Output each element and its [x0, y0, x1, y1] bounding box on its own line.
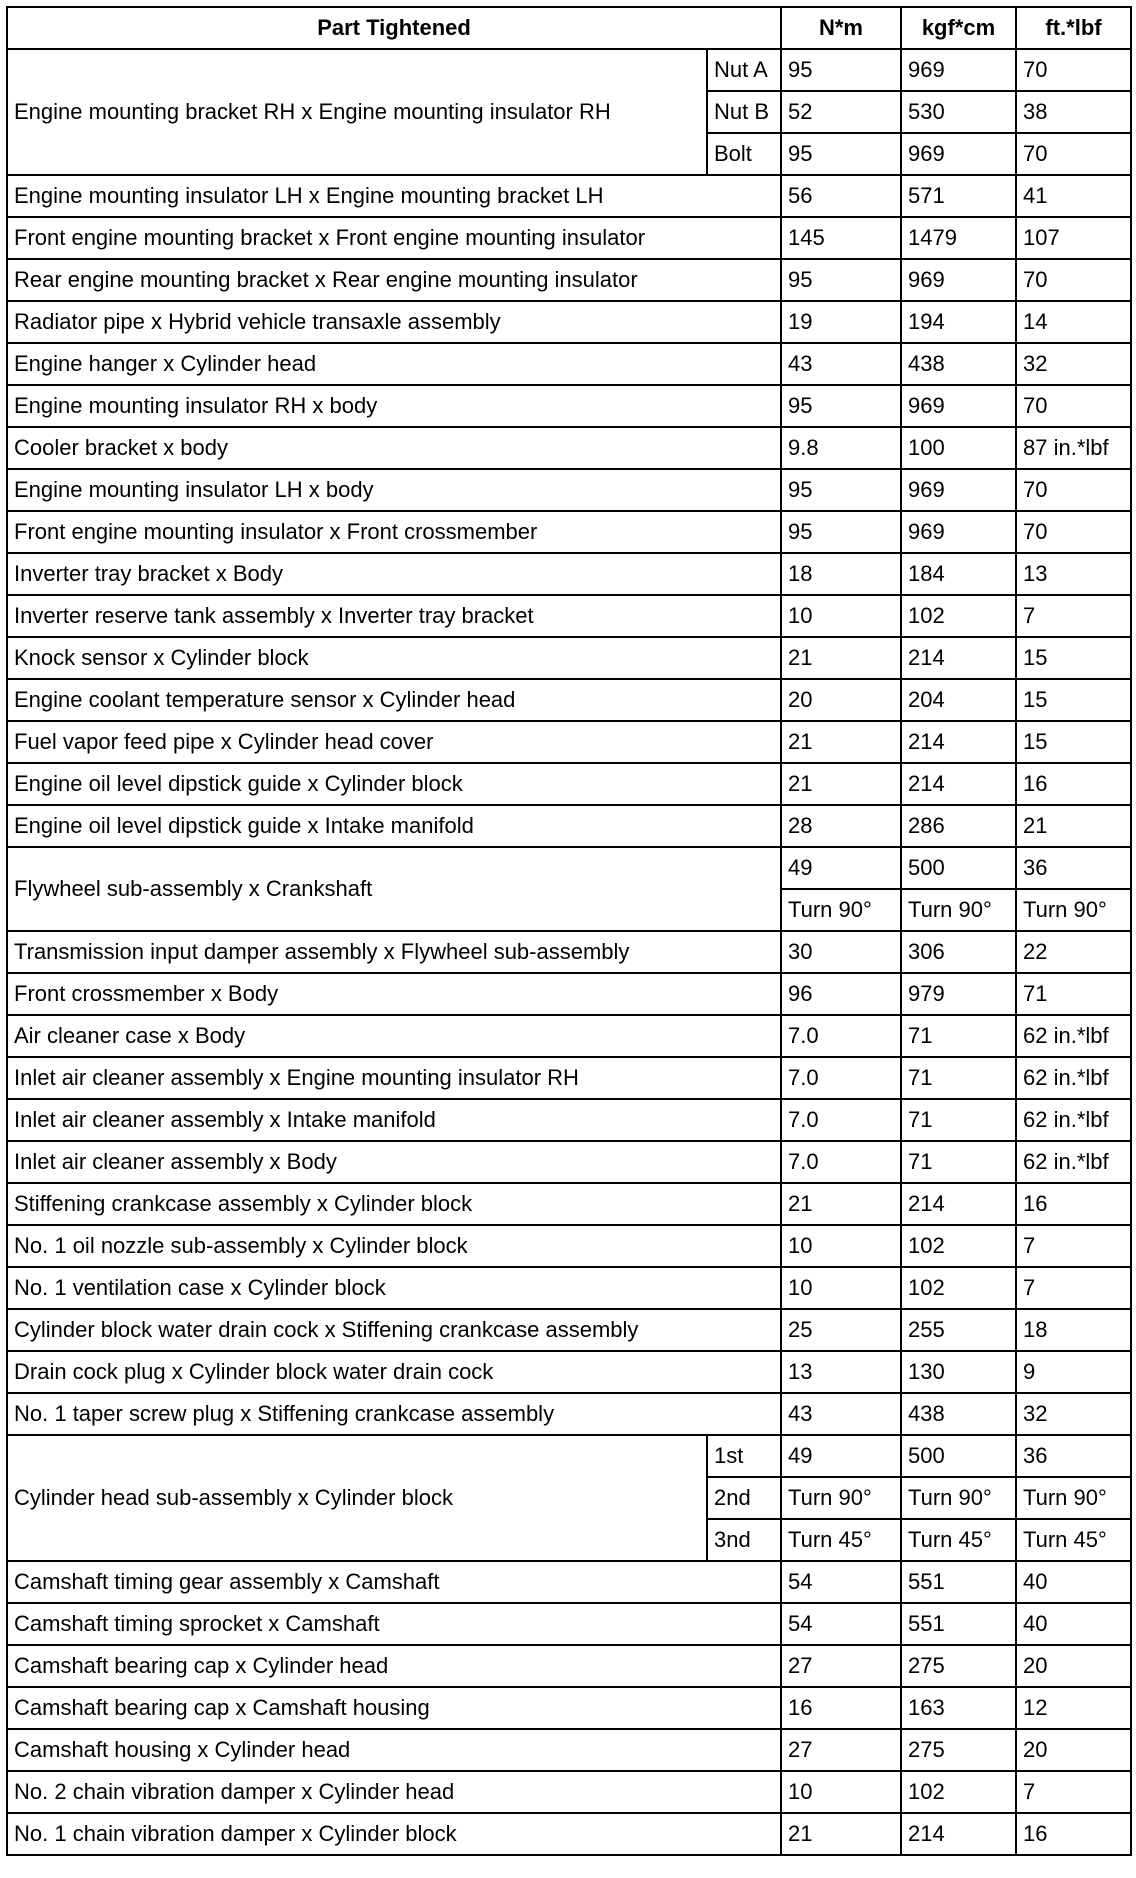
- ft-cell: 70: [1016, 385, 1131, 427]
- part-cell: Engine mounting insulator LH x body: [7, 469, 781, 511]
- nm-cell: 49: [781, 1435, 901, 1477]
- part-cell: No. 1 chain vibration damper x Cylinder block: [7, 1813, 781, 1855]
- kgf-cell: 214: [901, 721, 1016, 763]
- nm-cell: 20: [781, 679, 901, 721]
- nm-cell: 95: [781, 511, 901, 553]
- kgf-cell: 184: [901, 553, 1016, 595]
- part-cell: Front engine mounting bracket x Front engine mounting insulator: [7, 217, 781, 259]
- part-cell: Radiator pipe x Hybrid vehicle transaxle assembly: [7, 301, 781, 343]
- kgf-cell: 275: [901, 1645, 1016, 1687]
- nm-cell: 7.0: [781, 1141, 901, 1183]
- table-row: [7, 973, 1131, 1015]
- part-cell: Camshaft timing gear assembly x Camshaft: [7, 1561, 781, 1603]
- table-row: [7, 637, 1131, 679]
- ft-cell: 13: [1016, 553, 1131, 595]
- kgf-cell: 438: [901, 1393, 1016, 1435]
- nm-cell: 16: [781, 1687, 901, 1729]
- nm-cell: 43: [781, 1393, 901, 1435]
- nm-cell: 54: [781, 1603, 901, 1645]
- ft-cell: Turn 45°: [1016, 1519, 1131, 1561]
- kgf-cell: 1479: [901, 217, 1016, 259]
- table-row: [7, 1393, 1131, 1435]
- part-cell: Cylinder block water drain cock x Stiffening crankcase assembly: [7, 1309, 781, 1351]
- table-row: [7, 595, 1131, 637]
- nm-cell: 7.0: [781, 1015, 901, 1057]
- nm-cell: 95: [781, 469, 901, 511]
- ft-cell: 16: [1016, 763, 1131, 805]
- kgf-cell: 551: [901, 1603, 1016, 1645]
- nm-cell: 145: [781, 217, 901, 259]
- table-row: [7, 301, 1131, 343]
- ft-cell: 70: [1016, 259, 1131, 301]
- part-cell: Engine mounting insulator RH x body: [7, 385, 781, 427]
- table-row: [7, 553, 1131, 595]
- kgf-cell: 100: [901, 427, 1016, 469]
- ft-cell: 22: [1016, 931, 1131, 973]
- ft-cell: 40: [1016, 1561, 1131, 1603]
- nm-cell: 21: [781, 1813, 901, 1855]
- sub-label-cell: 2nd: [707, 1477, 781, 1519]
- part-cell: Air cleaner case x Body: [7, 1015, 781, 1057]
- ft-cell: 7: [1016, 595, 1131, 637]
- part-cell: Inverter reserve tank assembly x Inverter tray bracket: [7, 595, 781, 637]
- ft-cell: 62 in.*lbf: [1016, 1015, 1131, 1057]
- ft-cell: 87 in.*lbf: [1016, 427, 1131, 469]
- part-cell: Knock sensor x Cylinder block: [7, 637, 781, 679]
- ft-cell: Turn 90°: [1016, 1477, 1131, 1519]
- kgf-cell: 102: [901, 1225, 1016, 1267]
- table-row: [7, 1309, 1131, 1351]
- kgf-cell: 102: [901, 1771, 1016, 1813]
- ft-cell: 70: [1016, 133, 1131, 175]
- ft-cell: 70: [1016, 49, 1131, 91]
- nm-cell: Turn 90°: [781, 1477, 901, 1519]
- part-cell: Engine oil level dipstick guide x Intake manifold: [7, 805, 781, 847]
- kgf-cell: 102: [901, 1267, 1016, 1309]
- part-cell: Camshaft housing x Cylinder head: [7, 1729, 781, 1771]
- kgf-cell: 214: [901, 1183, 1016, 1225]
- table-row: [7, 847, 1131, 889]
- nm-cell: 95: [781, 49, 901, 91]
- kgf-cell: 438: [901, 343, 1016, 385]
- kgf-cell: 130: [901, 1351, 1016, 1393]
- table-row: [7, 1015, 1131, 1057]
- part-cell: Cooler bracket x body: [7, 427, 781, 469]
- table-row: [7, 679, 1131, 721]
- ft-cell: 36: [1016, 847, 1131, 889]
- header-part: Part Tightened: [7, 7, 781, 49]
- ft-cell: 62 in.*lbf: [1016, 1099, 1131, 1141]
- ft-cell: 15: [1016, 721, 1131, 763]
- part-cell: Inlet air cleaner assembly x Engine mounting insulator RH: [7, 1057, 781, 1099]
- kgf-cell: 102: [901, 595, 1016, 637]
- kgf-cell: 969: [901, 385, 1016, 427]
- nm-cell: Turn 90°: [781, 889, 901, 931]
- table-row: [7, 1141, 1131, 1183]
- ft-cell: 36: [1016, 1435, 1131, 1477]
- table-row: [7, 469, 1131, 511]
- nm-cell: 28: [781, 805, 901, 847]
- nm-cell: 19: [781, 301, 901, 343]
- kgf-cell: 530: [901, 91, 1016, 133]
- ft-cell: 32: [1016, 1393, 1131, 1435]
- part-cell: Inlet air cleaner assembly x Body: [7, 1141, 781, 1183]
- table-row: [7, 343, 1131, 385]
- kgf-cell: 969: [901, 469, 1016, 511]
- part-cell: Engine hanger x Cylinder head: [7, 343, 781, 385]
- kgf-cell: 969: [901, 133, 1016, 175]
- part-cell: Front engine mounting insulator x Front crossmember: [7, 511, 781, 553]
- kgf-cell: 71: [901, 1141, 1016, 1183]
- nm-cell: 21: [781, 637, 901, 679]
- part-cell: Rear engine mounting bracket x Rear engine mounting insulator: [7, 259, 781, 301]
- table-row: [7, 427, 1131, 469]
- table-row: [7, 1099, 1131, 1141]
- part-cell: Engine coolant temperature sensor x Cylinder head: [7, 679, 781, 721]
- nm-cell: 7.0: [781, 1057, 901, 1099]
- ft-cell: Turn 90°: [1016, 889, 1131, 931]
- nm-cell: 9.8: [781, 427, 901, 469]
- kgf-cell: 969: [901, 49, 1016, 91]
- nm-cell: 43: [781, 343, 901, 385]
- header-nm: N*m: [781, 7, 901, 49]
- kgf-cell: 551: [901, 1561, 1016, 1603]
- ft-cell: 38: [1016, 91, 1131, 133]
- ft-cell: 21: [1016, 805, 1131, 847]
- ft-cell: 15: [1016, 679, 1131, 721]
- table-row: [7, 1057, 1131, 1099]
- ft-cell: 62 in.*lbf: [1016, 1141, 1131, 1183]
- table-row: [7, 1267, 1131, 1309]
- ft-cell: 70: [1016, 469, 1131, 511]
- kgf-cell: 500: [901, 1435, 1016, 1477]
- ft-cell: 15: [1016, 637, 1131, 679]
- header-ft: ft.*lbf: [1016, 7, 1131, 49]
- part-cell: Engine mounting insulator LH x Engine mounting bracket LH: [7, 175, 781, 217]
- table-row: [7, 1225, 1131, 1267]
- ft-cell: 40: [1016, 1603, 1131, 1645]
- header-row: [7, 7, 1131, 49]
- table-row: [7, 385, 1131, 427]
- table-row: [7, 1603, 1131, 1645]
- kgf-cell: 500: [901, 847, 1016, 889]
- sub-label-cell: Nut B: [707, 91, 781, 133]
- nm-cell: 27: [781, 1729, 901, 1771]
- sub-label-cell: Bolt: [707, 133, 781, 175]
- kgf-cell: Turn 90°: [901, 1477, 1016, 1519]
- nm-cell: 95: [781, 385, 901, 427]
- part-cell: Fuel vapor feed pipe x Cylinder head cover: [7, 721, 781, 763]
- kgf-cell: 969: [901, 511, 1016, 553]
- kgf-cell: 214: [901, 763, 1016, 805]
- part-cell: Engine oil level dipstick guide x Cylinder block: [7, 763, 781, 805]
- part-cell: Front crossmember x Body: [7, 973, 781, 1015]
- table-row: [7, 1813, 1131, 1855]
- nm-cell: 52: [781, 91, 901, 133]
- part-cell: Camshaft timing sprocket x Camshaft: [7, 1603, 781, 1645]
- ft-cell: 16: [1016, 1183, 1131, 1225]
- kgf-cell: 275: [901, 1729, 1016, 1771]
- part-cell: Inverter tray bracket x Body: [7, 553, 781, 595]
- kgf-cell: 969: [901, 259, 1016, 301]
- part-cell: Transmission input damper assembly x Flywheel sub-assembly: [7, 931, 781, 973]
- kgf-cell: 214: [901, 1813, 1016, 1855]
- nm-cell: 21: [781, 763, 901, 805]
- kgf-cell: 194: [901, 301, 1016, 343]
- nm-cell: 7.0: [781, 1099, 901, 1141]
- kgf-cell: 71: [901, 1015, 1016, 1057]
- table-row: [7, 1687, 1131, 1729]
- nm-cell: 21: [781, 1183, 901, 1225]
- part-cell: Drain cock plug x Cylinder block water drain cock: [7, 1351, 781, 1393]
- ft-cell: 7: [1016, 1771, 1131, 1813]
- nm-cell: 96: [781, 973, 901, 1015]
- ft-cell: 12: [1016, 1687, 1131, 1729]
- table-row: [7, 1435, 1131, 1477]
- nm-cell: 30: [781, 931, 901, 973]
- part-cell: Cylinder head sub-assembly x Cylinder block: [7, 1435, 707, 1561]
- part-cell: Camshaft bearing cap x Cylinder head: [7, 1645, 781, 1687]
- table-row: [7, 175, 1131, 217]
- kgf-cell: 255: [901, 1309, 1016, 1351]
- table-row: [7, 217, 1131, 259]
- ft-cell: 41: [1016, 175, 1131, 217]
- kgf-cell: 71: [901, 1099, 1016, 1141]
- part-cell: Flywheel sub-assembly x Crankshaft: [7, 847, 781, 931]
- nm-cell: 10: [781, 595, 901, 637]
- ft-cell: 18: [1016, 1309, 1131, 1351]
- table-row: [7, 1729, 1131, 1771]
- ft-cell: 14: [1016, 301, 1131, 343]
- sub-label-cell: 3nd: [707, 1519, 781, 1561]
- part-cell: Inlet air cleaner assembly x Intake manifold: [7, 1099, 781, 1141]
- nm-cell: 10: [781, 1267, 901, 1309]
- part-cell: Camshaft bearing cap x Camshaft housing: [7, 1687, 781, 1729]
- table-row: [7, 1351, 1131, 1393]
- kgf-cell: 214: [901, 637, 1016, 679]
- table-row: [7, 511, 1131, 553]
- ft-cell: 16: [1016, 1813, 1131, 1855]
- nm-cell: 18: [781, 553, 901, 595]
- ft-cell: 7: [1016, 1267, 1131, 1309]
- ft-cell: 32: [1016, 343, 1131, 385]
- nm-cell: 13: [781, 1351, 901, 1393]
- nm-cell: 56: [781, 175, 901, 217]
- kgf-cell: Turn 90°: [901, 889, 1016, 931]
- table-row: [7, 1645, 1131, 1687]
- ft-cell: 62 in.*lbf: [1016, 1057, 1131, 1099]
- nm-cell: 25: [781, 1309, 901, 1351]
- sub-label-cell: 1st: [707, 1435, 781, 1477]
- table-row: [7, 1561, 1131, 1603]
- nm-cell: Turn 45°: [781, 1519, 901, 1561]
- nm-cell: 27: [781, 1645, 901, 1687]
- part-cell: No. 1 taper screw plug x Stiffening crankcase assembly: [7, 1393, 781, 1435]
- table-row: [7, 49, 1131, 91]
- ft-cell: 20: [1016, 1729, 1131, 1771]
- part-cell: No. 2 chain vibration damper x Cylinder head: [7, 1771, 781, 1813]
- table-row: [7, 931, 1131, 973]
- header-kgf: kgf*cm: [901, 7, 1016, 49]
- ft-cell: 7: [1016, 1225, 1131, 1267]
- table-row: [7, 721, 1131, 763]
- nm-cell: 21: [781, 721, 901, 763]
- kgf-cell: 306: [901, 931, 1016, 973]
- nm-cell: 54: [781, 1561, 901, 1603]
- part-cell: No. 1 ventilation case x Cylinder block: [7, 1267, 781, 1309]
- nm-cell: 95: [781, 133, 901, 175]
- ft-cell: 107: [1016, 217, 1131, 259]
- nm-cell: 10: [781, 1225, 901, 1267]
- ft-cell: 71: [1016, 973, 1131, 1015]
- part-cell: Stiffening crankcase assembly x Cylinder block: [7, 1183, 781, 1225]
- torque-table: [6, 6, 1132, 1856]
- ft-cell: 20: [1016, 1645, 1131, 1687]
- nm-cell: 10: [781, 1771, 901, 1813]
- sub-label-cell: Nut A: [707, 49, 781, 91]
- table-body: [7, 49, 1131, 1855]
- ft-cell: 9: [1016, 1351, 1131, 1393]
- part-cell: Engine mounting bracket RH x Engine mounting insulator RH: [7, 49, 707, 175]
- kgf-cell: Turn 45°: [901, 1519, 1016, 1561]
- kgf-cell: 979: [901, 973, 1016, 1015]
- table-row: [7, 1183, 1131, 1225]
- nm-cell: 49: [781, 847, 901, 889]
- nm-cell: 95: [781, 259, 901, 301]
- table-row: [7, 1771, 1131, 1813]
- kgf-cell: 71: [901, 1057, 1016, 1099]
- kgf-cell: 286: [901, 805, 1016, 847]
- table-row: [7, 805, 1131, 847]
- kgf-cell: 204: [901, 679, 1016, 721]
- kgf-cell: 163: [901, 1687, 1016, 1729]
- part-cell: No. 1 oil nozzle sub-assembly x Cylinder block: [7, 1225, 781, 1267]
- table-row: [7, 259, 1131, 301]
- table-row: [7, 763, 1131, 805]
- ft-cell: 70: [1016, 511, 1131, 553]
- kgf-cell: 571: [901, 175, 1016, 217]
